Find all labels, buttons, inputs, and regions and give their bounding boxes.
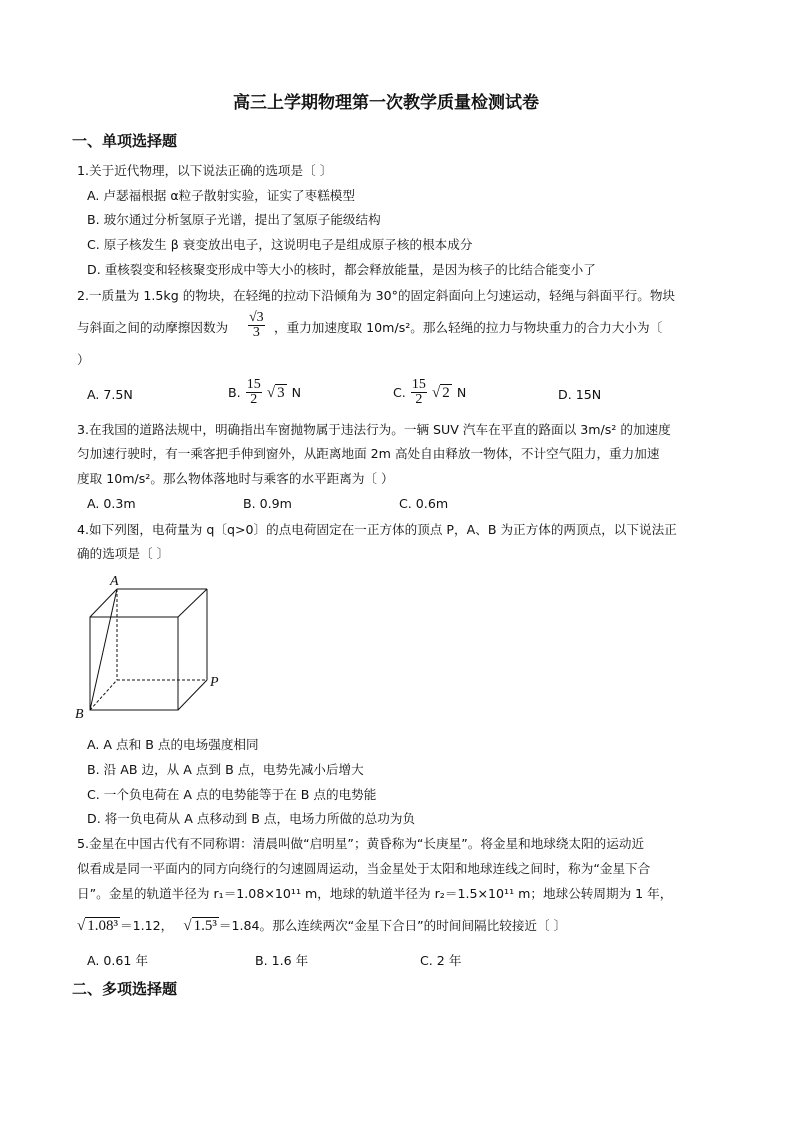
section-single-choice: 一、单项选择题: [72, 132, 178, 150]
q4-option-d: D. 将一负电荷从 A 点移动到 B 点，电场力所做的总功为负: [87, 811, 416, 826]
q3-line3: 度取 10m/s²。那么物体落地时与乘客的水平距离为〔 ）: [77, 471, 394, 486]
q4-line2: 确的选项是〔 〕: [77, 546, 170, 561]
q2-b-radicand: 3: [277, 385, 285, 401]
q2-option-b: [228, 378, 301, 407]
q2-option-c: [393, 378, 466, 407]
q2-b-denominator: 2: [250, 392, 258, 407]
q5-line4: [77, 915, 566, 935]
q2-option-c-label: C.: [393, 385, 406, 400]
vertex-label-a: A: [110, 574, 119, 589]
cube-edge-bottom-right: [178, 680, 207, 710]
q4-option-c: C. 一个负电荷在 A 点的电势能等于在 B 点的电势能: [87, 787, 377, 802]
q2-option-b-label: B.: [228, 385, 241, 400]
q2-mu-fraction: [248, 311, 265, 340]
q3-line1: 3.在我国的道路法规中，明确指出车窗抛物属于违法行为。一辆 SUV 汽车在平直的路面以 3m/s² 的加速度: [77, 422, 671, 437]
q5-sqrt-2: √ 1.5³: [183, 918, 217, 934]
q5-line1: 5.金星在中国古代有不同称谓：清晨叫做“启明星”；黄昏称为“长庚星”。将金星和地球绕太阳的运动近: [77, 836, 645, 851]
q2-c-sqrt: √ 2: [431, 385, 450, 401]
q2-c-radicand: 2: [442, 385, 450, 401]
q2-mu-numerator: √3: [249, 310, 264, 325]
q5-option-a: A. 0.61 年: [87, 953, 149, 968]
q1-stem: 1.关于近代物理，以下说法正确的选项是〔 〕: [77, 163, 333, 178]
q3-option-b: B. 0.9m: [243, 496, 292, 511]
q2-option-a: A. 7.5N: [87, 387, 133, 402]
q1-option-c: C. 原子核发生 β 衰变放出电子，这说明电子是组成原子核的根本成分: [87, 237, 473, 252]
q2-line2a: 与斜面之间的动摩擦因数为: [77, 320, 229, 335]
cube-diagram: [70, 572, 230, 722]
cube-edge-top-left: [90, 589, 117, 617]
q5-sqrt-1: √ 1.08³: [77, 918, 118, 934]
cube-front-face: [90, 617, 178, 710]
q2-c-numerator: 15: [411, 377, 426, 392]
q1-option-a: A. 卢瑟福根据 α粒子散射实验，证实了枣糕模型: [87, 188, 355, 203]
section-multiple-choice: 二、多项选择题: [72, 980, 178, 998]
q2-line3: ）: [77, 352, 90, 367]
q5-option-b: B. 1.6 年: [255, 953, 309, 968]
cube-edge-top-right: [178, 589, 207, 617]
q4-option-b: B. 沿 AB 边，从 A 点到 B 点，电势先减小后增大: [87, 762, 364, 777]
vertex-label-b: B: [75, 707, 84, 722]
q5-line2: 似看成是同一平面内的同方向绕行的匀速圆周运动，当金星处于太阳和地球连线之间时，称为“金星下合: [77, 861, 651, 876]
vertex-label-p: P: [210, 675, 219, 690]
q5-radicand-2: 1.5³: [193, 918, 217, 934]
q1-option-d: D. 重核裂变和轻核聚变形成中等大小的核时，都会释放能量，是因为核子的比结合能变小了: [87, 262, 596, 277]
q2-mu-denominator: 3: [252, 325, 260, 340]
q4-line1: 4.如下列图，电荷量为 q〔q>0〕的点电荷固定在一正方体的顶点 P，A、B 为正方体的两顶点，以下说法正: [77, 522, 677, 537]
q2-option-d: D. 15N: [558, 387, 602, 402]
q2-b-unit: N: [291, 385, 302, 400]
q1-option-b: B. 玻尔通过分析氢原子光谱，提出了氢原子能级结构: [87, 212, 381, 227]
q2-b-numerator: 15: [246, 377, 261, 392]
q2-line2b: ，重力加速度取 10m/s²。那么轻绳的拉力与物块重力的合力大小为〔: [274, 320, 663, 335]
q4-option-a: A. A 点和 B 点的电场强度相同: [87, 737, 259, 752]
q2-c-denominator: 2: [415, 392, 423, 407]
q3-line2: 匀加速行驶时，有一乘客把手伸到窗外，从距离地面 2m 高处自由释放一物体，不计空气阻力，重力加速: [77, 446, 660, 461]
q2-line1: 2.一质量为 1.5kg 的物块，在轻绳的拉动下沿倾角为 30°的固定斜面向上匀速运动，轻绳与斜面平行。物块: [77, 288, 676, 303]
cube-hidden-diagonal: [90, 680, 117, 710]
q5-option-c: C. 2 年: [420, 953, 462, 968]
q5-value-1: ＝1.12，: [119, 918, 174, 933]
q3-option-a: A. 0.3m: [87, 496, 136, 511]
q5-line3: 日”。金星的轨道半径为 r₁＝1.08×10¹¹ m，地球的轨道半径为 r₂＝1.5×10¹¹ m；地球公转周期为 1 年，: [77, 886, 673, 901]
segment-ab: [90, 589, 117, 710]
q3-option-c: C. 0.6m: [399, 496, 449, 511]
q5-radicand-1: 1.08³: [87, 918, 118, 934]
q2-b-sqrt: √ 3: [266, 385, 285, 401]
q5-value-2: ＝1.84。那么连续两次“金星下合日”的时间间隔比较接近〔 〕: [218, 918, 567, 933]
q2-c-unit: N: [456, 385, 467, 400]
page-title: 高三上学期物理第一次教学质量检测试卷: [233, 93, 539, 113]
